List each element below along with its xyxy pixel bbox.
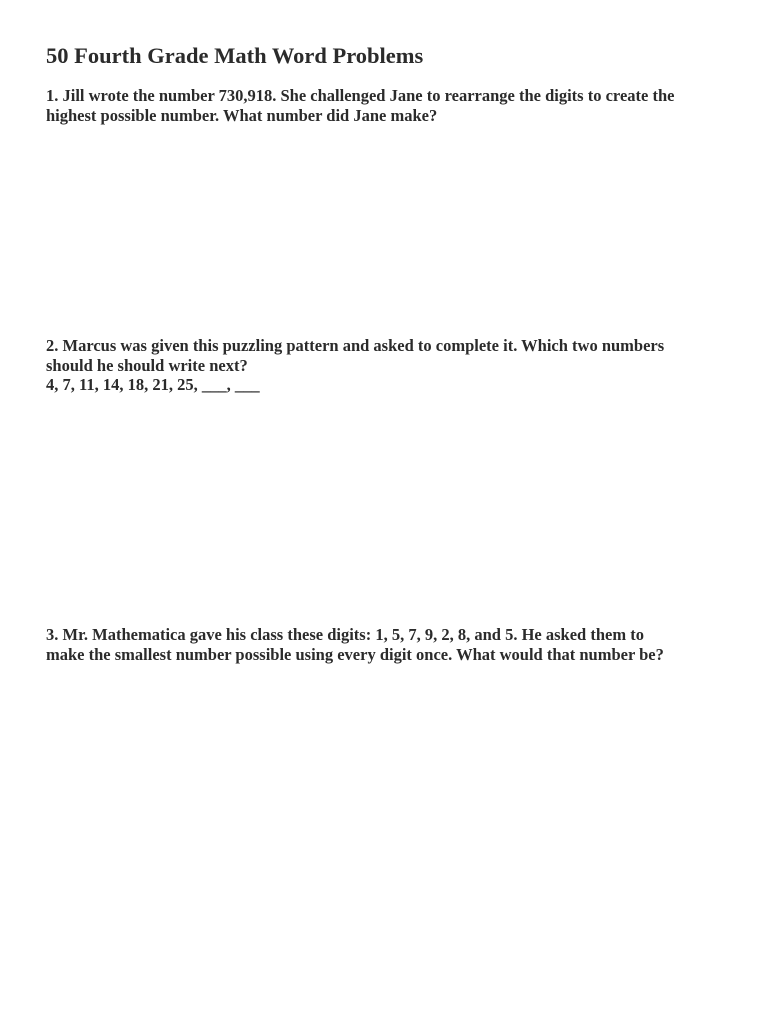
problem-2-line-1: 2. Marcus was given this puzzling pattern and asked to complete it. Which two numbers xyxy=(46,336,665,355)
problem-3-line-2: make the smallest number possible using every digit once. What would that number be? xyxy=(46,644,664,664)
problem-1 xyxy=(46,86,726,125)
problem-1-line-2: highest possible number. What number did Jane make? xyxy=(46,105,438,125)
page-title: 50 Fourth Grade Math Word Problems xyxy=(46,43,424,68)
problem-1-line-1: 1. Jill wrote the number 730,918. She challenged Jane to rearrange the digits to create the xyxy=(46,86,675,105)
problem-2 xyxy=(46,336,726,395)
problem-3 xyxy=(46,625,726,664)
problem-3-line-1: 3. Mr. Mathematica gave his class these digits: 1, 5, 7, 9, 2, 8, and 5. He asked them to xyxy=(46,625,644,644)
problem-2-line-2: should he should write next? xyxy=(46,355,248,375)
problem-2-sequence: 4, 7, 11, 14, 18, 21, 25, ___, ___ xyxy=(46,375,260,394)
